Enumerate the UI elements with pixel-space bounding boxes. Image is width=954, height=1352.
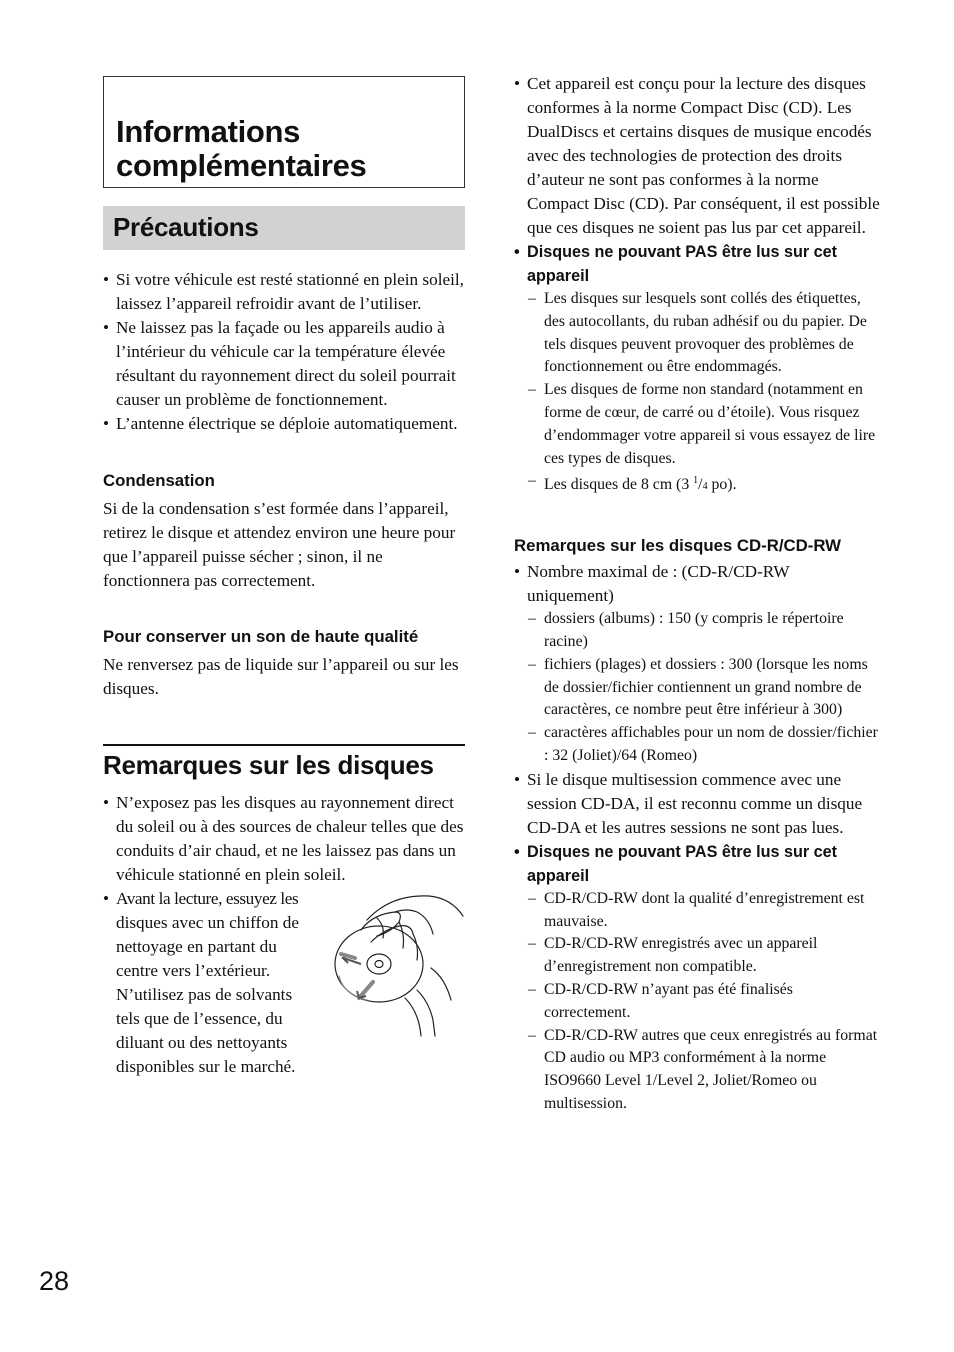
cdr-max-list <box>514 560 880 608</box>
list-item-line: tels que de l’essence, du <box>116 1009 283 1028</box>
chapter-title: Informations complémentaires <box>116 114 367 183</box>
cd-compat-list <box>514 72 880 288</box>
list-item-heading: • Disques ne pouvant PAS être lus sur cet appareil <box>514 240 880 288</box>
precautions-title: Précautions <box>113 212 259 242</box>
right-column <box>514 72 880 1116</box>
cdr-not-playable-list <box>514 888 880 1116</box>
size-suffix: po). <box>707 476 737 494</box>
list-item: – CD-R/CD-RW autres que ceux enregistrés au format CD audio ou MP3 conformément à la norme ISO9660 Level 1/Level 2, Joliet/Romeo ou multisession. <box>514 1025 880 1116</box>
disc-notes-header <box>103 744 465 781</box>
disc-cleaning-illustration <box>333 890 465 1038</box>
fraction-numerator: 1 <box>693 475 699 487</box>
list-item: • Nombre maximal de : (CD-R/CD-RW uniquement) <box>514 560 880 608</box>
list-item: – Les disques de 8 cm (3 $^1$/4 po). <box>514 470 880 499</box>
precautions-list <box>103 268 465 436</box>
list-item: – Les disques de forme non standard (notamment en forme de cœur, de carré ou d’étoile). Vous risquez d’endommager votre appareil si vous essayez de lire ces types de disques. <box>514 379 880 470</box>
list-item <box>103 887 465 1079</box>
list-item: – CD-R/CD-RW n’ayant pas été finalisés correctement. <box>514 979 880 1025</box>
disc-notes-list <box>103 791 465 1079</box>
list-item: – CD-R/CD-RW enregistrés avec un appareil d’enregistrement non compatible. <box>514 933 880 979</box>
precautions-header <box>103 206 465 250</box>
quality-text: Ne renversez pas de liquide sur l’appareil ou sur les disques. <box>103 655 459 698</box>
condensation-title: Condensation <box>103 471 215 490</box>
list-item-line: disponibles sur le marché. <box>116 1057 296 1076</box>
list-item: – dossiers (albums) : 150 (y compris le répertoire racine) <box>514 608 880 654</box>
condensation-text: Si de la condensation s’est formée dans l’appareil, retirez le disque et attendez environ une heure pour que l’appareil puisse sécher ; sinon, il ne fonctionnera pas correctement. <box>103 499 456 590</box>
list-item: – CD-R/CD-RW dont la qualité d’enregistrement est mauvaise. <box>514 888 880 934</box>
list-item: • Si votre véhicule est resté stationné en plein soleil, laissez l’appareil refroidir avant de l’utiliser. <box>103 268 465 316</box>
cdr-max-sublist <box>514 608 880 768</box>
list-item: – fichiers (plages) et dossiers : 300 (lorsque les noms de dossier/fichier contiennent un grand nombre de caractères, ce nombre peut être inférieur à 300) <box>514 654 880 722</box>
chapter-title-box <box>103 76 465 188</box>
page-number: 28 <box>39 1266 70 1296</box>
list-item-line: centre vers l’extérieur. <box>116 961 271 980</box>
list-item: – Les disques sur lesquels sont collés des étiquettes, des autocollants, du ruban adhésif ou du papier. De tels disques peuvent provoquer des problèmes de fonctionnement ou être endommagés. <box>514 288 880 379</box>
list-item-line: • Avant la lecture, essuyez les <box>116 889 299 908</box>
list-item-line: diluant ou des nettoyants <box>116 1033 288 1052</box>
list-item-heading: • Disques ne pouvant PAS être lus sur cet appareil <box>514 840 880 888</box>
cdr-multisession-list <box>514 768 880 888</box>
left-column <box>103 76 465 1079</box>
cdr-notes-title: Remarques sur les disques CD-R/CD-RW <box>514 536 841 556</box>
disc-notes-title: Remarques sur les disques <box>103 750 434 780</box>
not-playable-list <box>514 288 880 499</box>
list-item-line: nettoyage en partant du <box>116 937 277 956</box>
list-item: • Si le disque multisession commence avec une session CD-DA, il est reconnu comme un disque CD-DA et les autres sessions ne sont pas lues. <box>514 768 880 840</box>
list-item: – caractères affichables pour un nom de dossier/fichier : 32 (Joliet)/64 (Romeo) <box>514 722 880 768</box>
size-prefix: Les disques de 8 cm (3 <box>544 476 694 494</box>
quality-title: Pour conserver un son de haute qualité <box>103 627 419 646</box>
list-item: • N’exposez pas les disques au rayonnement direct du soleil ou à des sources de chaleur telles que des conduits d’air chaud, et ne les laissez pas dans un véhicule stationné en plein soleil. <box>103 791 465 887</box>
list-item: • L’antenne électrique se déploie automatiquement. <box>103 412 465 436</box>
list-item: • Ne laissez pas la façade ou les appareils audio à l’intérieur du véhicule car la température élevée résultant du rayonnement direct du soleil pourrait causer un problème de fonctionnement. <box>103 316 465 412</box>
list-item-line: N’utilisez pas de solvants <box>116 985 293 1004</box>
list-item: • Cet appareil est conçu pour la lecture des disques conformes à la norme Compact Disc (CD). Les DualDiscs et certains disques de musique encodés avec des technologies de protection des droits d’auteur ne sont pas conformes à la norme Compact Disc (CD). Par conséquent, il est possible que ces disques ne soient pas lus par cet appareil. <box>514 72 880 240</box>
fraction-denominator: 4 <box>702 481 708 493</box>
list-item-line: disques avec un chiffon de <box>116 913 299 932</box>
